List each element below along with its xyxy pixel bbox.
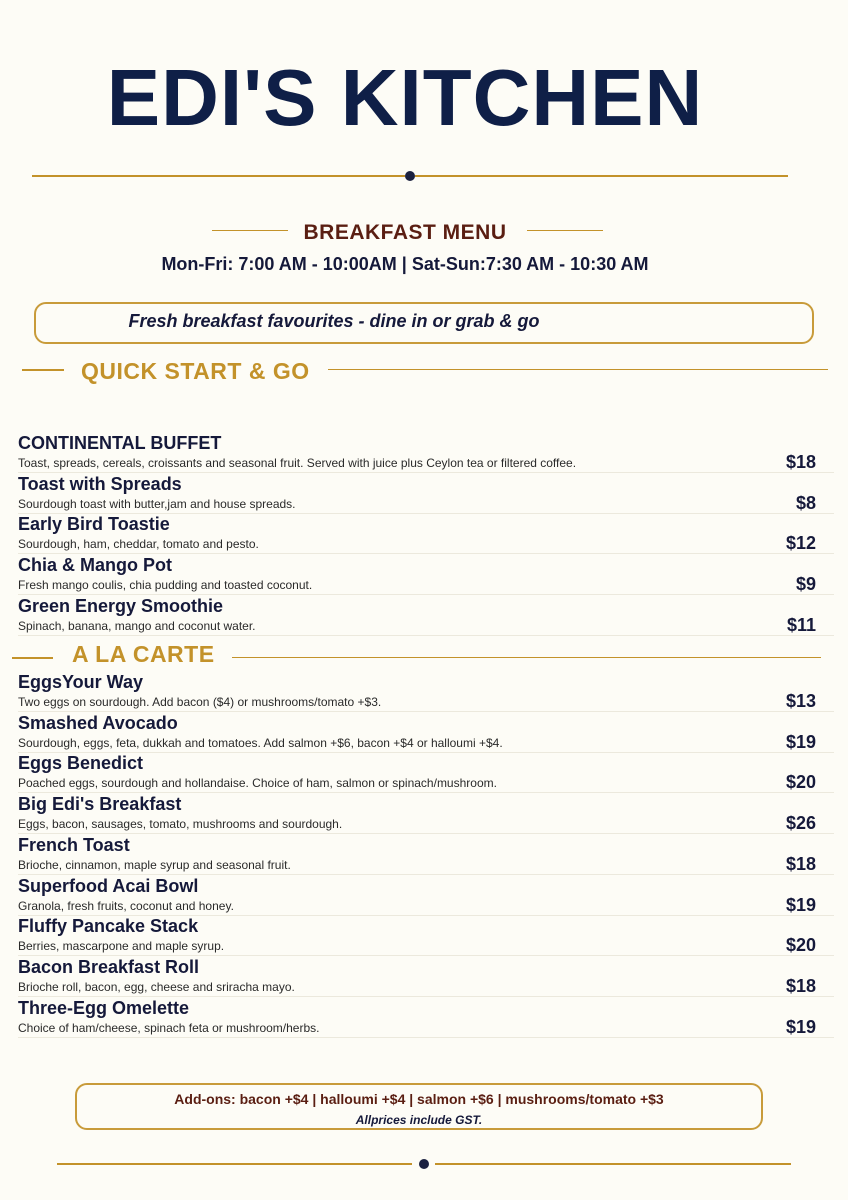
menu-item-name: EggsYour Way — [18, 672, 144, 692]
menu-item — [0, 672, 848, 713]
menu-item-description: Sourdough toast with butter,jam and house spreads. — [18, 496, 296, 511]
quick-start-rule-left — [22, 369, 64, 371]
menu-item-price: $19 — [785, 894, 816, 915]
menu-item-description: Poached eggs, sourdough and hollandaise. Choice of ham, salmon or spinach/mushroom. — [18, 776, 497, 791]
menu-item-name: Early Bird Toastie — [18, 514, 170, 535]
menu-item — [0, 753, 848, 794]
menu-item-separator — [18, 1037, 834, 1038]
restaurant-name: EDI'S KITCHEN — [106, 53, 704, 142]
menu-item-name: Smashed Avocado — [18, 712, 178, 733]
menu-item-description: Brioche roll, bacon, egg, cheese and sriracha mayo. — [18, 979, 295, 994]
menu-item-description: Fresh mango coulis, chia pudding and toasted coconut. — [18, 578, 313, 593]
menu-item-description: Toast, spreads, cereals, croissants and seasonal fruit. Served with juice plus Ceylon tea or filtered coffee. — [18, 456, 577, 470]
bottom-divider-left — [57, 1163, 412, 1165]
menu-item-description: Sourdough, eggs, feta, dukkah and tomatoes. Add salmon +$6, bacon +$4 or halloumi +$4. — [18, 735, 503, 750]
menu-item-separator — [18, 635, 834, 636]
menu-title: BREAKFAST MENU — [303, 221, 507, 244]
menu-item-name: Green Energy Smoothie — [18, 595, 224, 616]
menu-item — [0, 794, 848, 835]
menu-item-name: CONTINENTAL BUFFET — [18, 433, 222, 453]
menu-title-rule-right — [527, 230, 603, 231]
menu-item-price: $11 — [786, 614, 816, 635]
menu-item — [0, 555, 848, 596]
quick-start-title: QUICK START & GO — [81, 358, 310, 384]
divider-dot — [405, 171, 415, 181]
tagline: Fresh breakfast favourites - dine in or grab & go — [128, 311, 540, 331]
menu-item — [0, 835, 848, 876]
menu-item-price: $20 — [785, 935, 816, 956]
menu-item-description: Berries, mascarpone and maple syrup. — [18, 939, 225, 954]
a-la-carte-rule-left — [12, 657, 53, 659]
a-la-carte-title: A LA CARTE — [72, 641, 215, 667]
menu-item-description: Choice of ham/cheese, spinach feta or mushroom/herbs. — [18, 1020, 320, 1035]
bottom-divider-dot — [419, 1159, 429, 1169]
menu-item — [0, 433, 848, 474]
menu-item-name: Superfood Acai Bowl — [18, 875, 199, 896]
menu-item-name: Chia & Mango Pot — [18, 555, 172, 576]
menu-item — [0, 514, 848, 555]
menu-item — [0, 998, 848, 1039]
menu-item — [0, 957, 848, 998]
menu-item-description: Two eggs on sourdough. Add bacon ($4) or mushrooms/tomato +$3. — [18, 695, 382, 709]
quick-start-rule-right — [328, 369, 828, 370]
bottom-divider-right — [435, 1163, 791, 1165]
menu-item-name: Three-Egg Omelette — [18, 997, 190, 1018]
menu-item-price: $26 — [785, 813, 816, 834]
menu-item — [0, 916, 848, 957]
menu-item-price: $8 — [795, 492, 816, 513]
menu-item — [0, 713, 848, 754]
title-divider-left — [32, 175, 405, 177]
menu-item-price: $19 — [785, 731, 816, 752]
menu-item-description: Granola, fresh fruits, coconut and honey. — [18, 898, 234, 913]
menu-item-price: $20 — [785, 772, 816, 793]
menu-item-description: Eggs, bacon, sausages, tomato, mushrooms and sourdough. — [18, 817, 343, 832]
a-la-carte-rule-right — [232, 657, 821, 658]
menu-item-description: Sourdough, ham, cheddar, tomato and pesto. — [18, 537, 259, 552]
menu-item-price: $12 — [785, 533, 816, 554]
menu-item — [0, 474, 848, 515]
menu-item-price: $18 — [785, 452, 816, 472]
menu-item-price: $18 — [785, 853, 816, 874]
menu-item-name: Toast with Spreads — [18, 473, 182, 494]
menu-item-name: Eggs Benedict — [18, 753, 144, 774]
menu-item-name: Bacon Breakfast Roll — [18, 956, 200, 977]
menu-item-description: Brioche, cinnamon, maple syrup and seasonal fruit. — [18, 857, 291, 872]
menu-item-description: Spinach, banana, mango and coconut water. — [18, 618, 256, 633]
menu-item-price: $9 — [795, 574, 816, 595]
menu-item — [0, 876, 848, 917]
menu-item-price: $18 — [785, 975, 816, 996]
menu-item-price: $13 — [785, 691, 816, 711]
menu-item-price: $19 — [785, 1016, 816, 1037]
gst-note: Allprices include GST. — [355, 1113, 483, 1127]
menu-item-name: Big Edi's Breakfast — [18, 794, 182, 815]
menu-item-name: Fluffy Pancake Stack — [18, 916, 199, 937]
menu-item-name: French Toast — [18, 834, 130, 855]
addons-text: Add-ons: bacon +$4 | halloumi +$4 | salmon +$6 | mushrooms/tomato +$3 — [174, 1091, 664, 1107]
menu-item — [0, 596, 848, 637]
opening-hours: Mon-Fri: 7:00 AM - 10:00AM | Sat-Sun:7:30 AM - 10:30 AM — [161, 254, 649, 274]
title-divider-right — [415, 175, 788, 177]
